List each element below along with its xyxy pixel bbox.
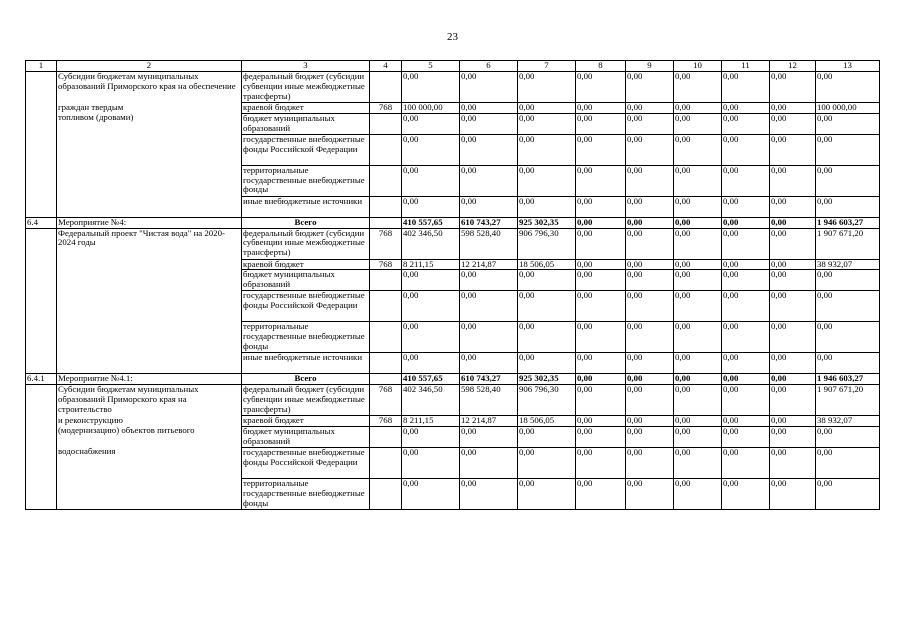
value-cell-col12: 0,00 xyxy=(770,353,816,374)
value-cell-col7: 0,00 xyxy=(518,426,576,447)
value-cell-col6: 0,00 xyxy=(460,426,518,447)
value-cell-col12: 0,00 xyxy=(770,270,816,291)
value-cell-col10: 0,00 xyxy=(674,322,722,353)
source-cell: бюджет муниципальных образований xyxy=(242,113,370,134)
source-cell: государственные внебюджетные фонды Российской Федерации xyxy=(242,447,370,478)
grbs-cell xyxy=(370,113,402,134)
row-number-cell xyxy=(26,165,57,196)
table-row xyxy=(26,259,880,270)
value-cell-col11: 0,00 xyxy=(722,228,770,259)
value-cell-col7: 0,00 xyxy=(518,103,576,114)
value-cell-col5: 0,00 xyxy=(402,72,460,103)
grbs-cell xyxy=(370,165,402,196)
table-row xyxy=(26,478,880,509)
description-cell: и реконструкцию xyxy=(57,416,242,427)
value-cell-col10: 0,00 xyxy=(674,478,722,509)
header-cell: 11 xyxy=(722,61,770,72)
row-number-cell xyxy=(26,259,57,270)
description-cell xyxy=(57,259,242,270)
table-row xyxy=(26,426,880,447)
value-cell-col11: 0,00 xyxy=(722,385,770,416)
value-cell-col7: 0,00 xyxy=(518,447,576,478)
value-cell-col7: 0,00 xyxy=(518,72,576,103)
value-cell-col5: 0,00 xyxy=(402,291,460,322)
header-cell: 6 xyxy=(460,61,518,72)
grbs-cell xyxy=(370,478,402,509)
row-number-cell: 6.4 xyxy=(26,217,57,228)
value-cell-col7: 0,00 xyxy=(518,270,576,291)
value-cell-col12: 0,00 xyxy=(770,196,816,217)
grbs-cell xyxy=(370,72,402,103)
table-row xyxy=(26,353,880,374)
value-cell-col10: 0,00 xyxy=(674,291,722,322)
value-cell-col9: 0,00 xyxy=(626,259,674,270)
value-cell-col6: 598 528,40 xyxy=(460,385,518,416)
value-cell-col10: 0,00 xyxy=(674,134,722,165)
header-cell: 4 xyxy=(370,61,402,72)
value-cell-col6: 12 214,87 xyxy=(460,416,518,427)
table-row xyxy=(26,228,880,259)
value-cell-col8: 0,00 xyxy=(576,291,626,322)
value-cell-col9: 0,00 xyxy=(626,353,674,374)
value-cell-col13: 0,00 xyxy=(816,165,880,196)
source-cell: иные внебюджетные источники xyxy=(242,353,370,374)
value-cell-col8: 0,00 xyxy=(576,322,626,353)
row-number-cell xyxy=(26,270,57,291)
grbs-cell: 768 xyxy=(370,416,402,427)
value-cell-col5: 8 211,15 xyxy=(402,259,460,270)
value-cell-col13: 0,00 xyxy=(816,447,880,478)
value-cell-col6: 0,00 xyxy=(460,134,518,165)
value-cell-col8: 0,00 xyxy=(576,385,626,416)
value-cell-col5: 0,00 xyxy=(402,165,460,196)
table-row xyxy=(26,385,880,416)
value-cell-col12: 0,00 xyxy=(770,259,816,270)
value-cell-col9: 0,00 xyxy=(626,72,674,103)
value-cell-col5: 0,00 xyxy=(402,270,460,291)
row-number-cell xyxy=(26,322,57,353)
table-row xyxy=(26,416,880,427)
grbs-cell xyxy=(370,426,402,447)
value-cell-col11: 0,00 xyxy=(722,103,770,114)
row-number-cell xyxy=(26,103,57,114)
value-cell-col10: 0,00 xyxy=(674,353,722,374)
value-cell-col13: 100 000,00 xyxy=(816,103,880,114)
value-cell-col9: 0,00 xyxy=(626,322,674,353)
value-cell-col6: 0,00 xyxy=(460,103,518,114)
value-cell-col9: 0,00 xyxy=(626,165,674,196)
value-cell-col8: 0,00 xyxy=(576,478,626,509)
table-row xyxy=(26,103,880,114)
grbs-cell: 768 xyxy=(370,385,402,416)
header-cell: 12 xyxy=(770,61,816,72)
value-cell-col6: 610 743,27 xyxy=(460,217,518,228)
value-cell-col6: 12 214,87 xyxy=(460,259,518,270)
value-cell-col8: 0,00 xyxy=(576,228,626,259)
value-cell-col5: 402 346,50 xyxy=(402,228,460,259)
value-cell-col6: 0,00 xyxy=(460,72,518,103)
grbs-cell xyxy=(370,291,402,322)
source-cell: федеральный бюджет (субсидии субвенции иные межбюджетные трансферты) xyxy=(242,72,370,103)
value-cell-col7: 18 506,05 xyxy=(518,416,576,427)
grbs-cell: 768 xyxy=(370,228,402,259)
value-cell-col12: 0,00 xyxy=(770,374,816,385)
source-cell: федеральный бюджет (субсидии субвенции иные межбюджетные трансферты) xyxy=(242,228,370,259)
description-cell: Федеральный проект "Чистая вода" на 2020-2024 годы xyxy=(57,228,242,259)
value-cell-col6: 0,00 xyxy=(460,196,518,217)
grbs-cell: 768 xyxy=(370,259,402,270)
row-number-cell xyxy=(26,447,57,478)
value-cell-col11: 0,00 xyxy=(722,447,770,478)
value-cell-col5: 0,00 xyxy=(402,353,460,374)
description-cell xyxy=(57,322,242,353)
grbs-cell: 768 xyxy=(370,103,402,114)
value-cell-col13: 0,00 xyxy=(816,291,880,322)
value-cell-col8: 0,00 xyxy=(576,353,626,374)
source-cell: краевой бюджет xyxy=(242,103,370,114)
value-cell-col7: 0,00 xyxy=(518,196,576,217)
value-cell-col9: 0,00 xyxy=(626,196,674,217)
description-cell: Мероприятие №4.1: xyxy=(57,374,242,385)
header-cell: 5 xyxy=(402,61,460,72)
header-cell: 7 xyxy=(518,61,576,72)
value-cell-col12: 0,00 xyxy=(770,291,816,322)
description-cell: Субсидии бюджетам муниципальных образований Приморского края на строительство xyxy=(57,385,242,416)
value-cell-col9: 0,00 xyxy=(626,374,674,385)
source-cell: территориальные государственные внебюджетные фонды xyxy=(242,478,370,509)
value-cell-col5: 0,00 xyxy=(402,447,460,478)
value-cell-col12: 0,00 xyxy=(770,447,816,478)
value-cell-col12: 0,00 xyxy=(770,478,816,509)
description-cell: (модернизацию) объектов питьевого xyxy=(57,426,242,447)
description-cell xyxy=(57,196,242,217)
value-cell-col12: 0,00 xyxy=(770,103,816,114)
value-cell-col13: 0,00 xyxy=(816,196,880,217)
value-cell-col11: 0,00 xyxy=(722,291,770,322)
value-cell-col11: 0,00 xyxy=(722,259,770,270)
value-cell-col8: 0,00 xyxy=(576,447,626,478)
value-cell-col13: 0,00 xyxy=(816,353,880,374)
value-cell-col8: 0,00 xyxy=(576,416,626,427)
source-cell: бюджет муниципальных образований xyxy=(242,426,370,447)
value-cell-col12: 0,00 xyxy=(770,426,816,447)
row-number-cell: 6.4.1 xyxy=(26,374,57,385)
value-cell-col5: 410 557,65 xyxy=(402,217,460,228)
value-cell-col11: 0,00 xyxy=(722,165,770,196)
value-cell-col7: 925 302,35 xyxy=(518,374,576,385)
source-cell: государственные внебюджетные фонды Российской Федерации xyxy=(242,134,370,165)
value-cell-col6: 0,00 xyxy=(460,447,518,478)
value-cell-col5: 0,00 xyxy=(402,196,460,217)
value-cell-col7: 906 796,30 xyxy=(518,228,576,259)
value-cell-col8: 0,00 xyxy=(576,196,626,217)
row-number-cell xyxy=(26,426,57,447)
value-cell-col6: 0,00 xyxy=(460,113,518,134)
value-cell-col10: 0,00 xyxy=(674,259,722,270)
row-number-cell xyxy=(26,134,57,165)
row-number-cell xyxy=(26,228,57,259)
value-cell-col10: 0,00 xyxy=(674,228,722,259)
value-cell-col5: 0,00 xyxy=(402,322,460,353)
table-row xyxy=(26,291,880,322)
grbs-cell xyxy=(370,374,402,385)
value-cell-col13: 0,00 xyxy=(816,426,880,447)
value-cell-col7: 0,00 xyxy=(518,165,576,196)
value-cell-col5: 0,00 xyxy=(402,113,460,134)
value-cell-col7: 0,00 xyxy=(518,353,576,374)
description-cell xyxy=(57,478,242,509)
value-cell-col13: 1 946 603,27 xyxy=(816,217,880,228)
value-cell-col10: 0,00 xyxy=(674,426,722,447)
value-cell-col13: 0,00 xyxy=(816,478,880,509)
value-cell-col7: 0,00 xyxy=(518,322,576,353)
value-cell-col10: 0,00 xyxy=(674,217,722,228)
header-row xyxy=(26,61,880,72)
row-number-cell xyxy=(26,353,57,374)
value-cell-col13: 1 946 603,27 xyxy=(816,374,880,385)
value-cell-col7: 0,00 xyxy=(518,478,576,509)
value-cell-col11: 0,00 xyxy=(722,374,770,385)
value-cell-col5: 410 557,65 xyxy=(402,374,460,385)
value-cell-col8: 0,00 xyxy=(576,426,626,447)
description-cell: топливом (дровами) xyxy=(57,113,242,134)
source-cell: иные внебюджетные источники xyxy=(242,196,370,217)
value-cell-col9: 0,00 xyxy=(626,416,674,427)
value-cell-col10: 0,00 xyxy=(674,416,722,427)
table-row xyxy=(26,217,880,228)
value-cell-col11: 0,00 xyxy=(722,426,770,447)
value-cell-col7: 0,00 xyxy=(518,291,576,322)
table-row xyxy=(26,134,880,165)
value-cell-col8: 0,00 xyxy=(576,374,626,385)
value-cell-col8: 0,00 xyxy=(576,217,626,228)
value-cell-col13: 1 907 671,20 xyxy=(816,228,880,259)
header-cell: 13 xyxy=(816,61,880,72)
value-cell-col6: 0,00 xyxy=(460,270,518,291)
budget-table xyxy=(25,60,880,510)
value-cell-col13: 38 932,07 xyxy=(816,259,880,270)
value-cell-col6: 0,00 xyxy=(460,322,518,353)
value-cell-col8: 0,00 xyxy=(576,113,626,134)
value-cell-col13: 38 932,07 xyxy=(816,416,880,427)
grbs-cell xyxy=(370,322,402,353)
value-cell-col9: 0,00 xyxy=(626,385,674,416)
header-cell: 9 xyxy=(626,61,674,72)
table-row xyxy=(26,322,880,353)
table-row xyxy=(26,447,880,478)
value-cell-col8: 0,00 xyxy=(576,270,626,291)
value-cell-col5: 402 346,50 xyxy=(402,385,460,416)
value-cell-col9: 0,00 xyxy=(626,426,674,447)
value-cell-col9: 0,00 xyxy=(626,291,674,322)
description-cell: граждан твердым xyxy=(57,103,242,114)
value-cell-col12: 0,00 xyxy=(770,322,816,353)
value-cell-col10: 0,00 xyxy=(674,103,722,114)
value-cell-col13: 0,00 xyxy=(816,134,880,165)
grbs-cell xyxy=(370,134,402,165)
value-cell-col9: 0,00 xyxy=(626,270,674,291)
value-cell-col11: 0,00 xyxy=(722,196,770,217)
value-cell-col11: 0,00 xyxy=(722,113,770,134)
description-cell xyxy=(57,353,242,374)
value-cell-col12: 0,00 xyxy=(770,228,816,259)
value-cell-col9: 0,00 xyxy=(626,113,674,134)
source-cell: Всего xyxy=(242,374,370,385)
value-cell-col6: 0,00 xyxy=(460,165,518,196)
table-row xyxy=(26,72,880,103)
value-cell-col13: 0,00 xyxy=(816,322,880,353)
description-cell xyxy=(57,134,242,165)
description-cell xyxy=(57,165,242,196)
grbs-cell xyxy=(370,447,402,478)
source-cell: бюджет муниципальных образований xyxy=(242,270,370,291)
row-number-cell xyxy=(26,478,57,509)
row-number-cell xyxy=(26,196,57,217)
value-cell-col5: 8 211,15 xyxy=(402,416,460,427)
value-cell-col11: 0,00 xyxy=(722,270,770,291)
header-cell: 2 xyxy=(57,61,242,72)
value-cell-col13: 0,00 xyxy=(816,270,880,291)
value-cell-col12: 0,00 xyxy=(770,416,816,427)
source-cell: государственные внебюджетные фонды Российской Федерации xyxy=(242,291,370,322)
value-cell-col13: 0,00 xyxy=(816,72,880,103)
value-cell-col12: 0,00 xyxy=(770,165,816,196)
value-cell-col10: 0,00 xyxy=(674,72,722,103)
value-cell-col9: 0,00 xyxy=(626,478,674,509)
value-cell-col12: 0,00 xyxy=(770,72,816,103)
value-cell-col10: 0,00 xyxy=(674,165,722,196)
value-cell-col9: 0,00 xyxy=(626,228,674,259)
value-cell-col7: 18 506,05 xyxy=(518,259,576,270)
source-cell: краевой бюджет xyxy=(242,259,370,270)
value-cell-col6: 0,00 xyxy=(460,291,518,322)
source-cell: краевой бюджет xyxy=(242,416,370,427)
source-cell: федеральный бюджет (субсидии субвенции иные межбюджетные трансферты) xyxy=(242,385,370,416)
value-cell-col9: 0,00 xyxy=(626,217,674,228)
row-number-cell xyxy=(26,113,57,134)
source-cell: территориальные государственные внебюджетные фонды xyxy=(242,165,370,196)
table-row xyxy=(26,113,880,134)
description-cell: Мероприятие №4: xyxy=(57,217,242,228)
value-cell-col11: 0,00 xyxy=(722,72,770,103)
value-cell-col12: 0,00 xyxy=(770,385,816,416)
source-cell: Всего xyxy=(242,217,370,228)
value-cell-col7: 906 796,30 xyxy=(518,385,576,416)
table-row xyxy=(26,270,880,291)
value-cell-col9: 0,00 xyxy=(626,103,674,114)
value-cell-col5: 100 000,00 xyxy=(402,103,460,114)
grbs-cell xyxy=(370,270,402,291)
table-row xyxy=(26,165,880,196)
header-cell: 3 xyxy=(242,61,370,72)
value-cell-col8: 0,00 xyxy=(576,134,626,165)
value-cell-col11: 0,00 xyxy=(722,134,770,165)
value-cell-col11: 0,00 xyxy=(722,353,770,374)
value-cell-col6: 0,00 xyxy=(460,353,518,374)
header-cell: 8 xyxy=(576,61,626,72)
description-cell xyxy=(57,270,242,291)
value-cell-col10: 0,00 xyxy=(674,270,722,291)
header-cell: 1 xyxy=(26,61,57,72)
value-cell-col12: 0,00 xyxy=(770,134,816,165)
value-cell-col13: 1 907 671,20 xyxy=(816,385,880,416)
value-cell-col9: 0,00 xyxy=(626,134,674,165)
value-cell-col7: 925 302,35 xyxy=(518,217,576,228)
value-cell-col12: 0,00 xyxy=(770,217,816,228)
value-cell-col11: 0,00 xyxy=(722,478,770,509)
value-cell-col10: 0,00 xyxy=(674,113,722,134)
value-cell-col6: 598 528,40 xyxy=(460,228,518,259)
description-cell: Субсидии бюджетам муниципальных образований Приморского края на обеспечение xyxy=(57,72,242,103)
row-number-cell xyxy=(26,416,57,427)
description-cell: водоснабжения xyxy=(57,447,242,478)
value-cell-col8: 0,00 xyxy=(576,103,626,114)
row-number-cell xyxy=(26,72,57,103)
value-cell-col11: 0,00 xyxy=(722,322,770,353)
row-number-cell xyxy=(26,291,57,322)
grbs-cell xyxy=(370,353,402,374)
grbs-cell xyxy=(370,217,402,228)
value-cell-col6: 610 743,27 xyxy=(460,374,518,385)
value-cell-col10: 0,00 xyxy=(674,385,722,416)
value-cell-col5: 0,00 xyxy=(402,426,460,447)
table-row xyxy=(26,374,880,385)
value-cell-col9: 0,00 xyxy=(626,447,674,478)
value-cell-col11: 0,00 xyxy=(722,416,770,427)
table-row xyxy=(26,196,880,217)
value-cell-col12: 0,00 xyxy=(770,113,816,134)
value-cell-col8: 0,00 xyxy=(576,72,626,103)
value-cell-col5: 0,00 xyxy=(402,134,460,165)
source-cell: территориальные государственные внебюджетные фонды xyxy=(242,322,370,353)
grbs-cell xyxy=(370,196,402,217)
page-number: 23 xyxy=(447,31,458,43)
value-cell-col11: 0,00 xyxy=(722,217,770,228)
value-cell-col7: 0,00 xyxy=(518,113,576,134)
value-cell-col13: 0,00 xyxy=(816,113,880,134)
value-cell-col10: 0,00 xyxy=(674,447,722,478)
header-cell: 10 xyxy=(674,61,722,72)
value-cell-col8: 0,00 xyxy=(576,165,626,196)
value-cell-col8: 0,00 xyxy=(576,259,626,270)
value-cell-col10: 0,00 xyxy=(674,196,722,217)
description-cell xyxy=(57,291,242,322)
value-cell-col5: 0,00 xyxy=(402,478,460,509)
value-cell-col10: 0,00 xyxy=(674,374,722,385)
value-cell-col7: 0,00 xyxy=(518,134,576,165)
value-cell-col6: 0,00 xyxy=(460,478,518,509)
row-number-cell xyxy=(26,385,57,416)
